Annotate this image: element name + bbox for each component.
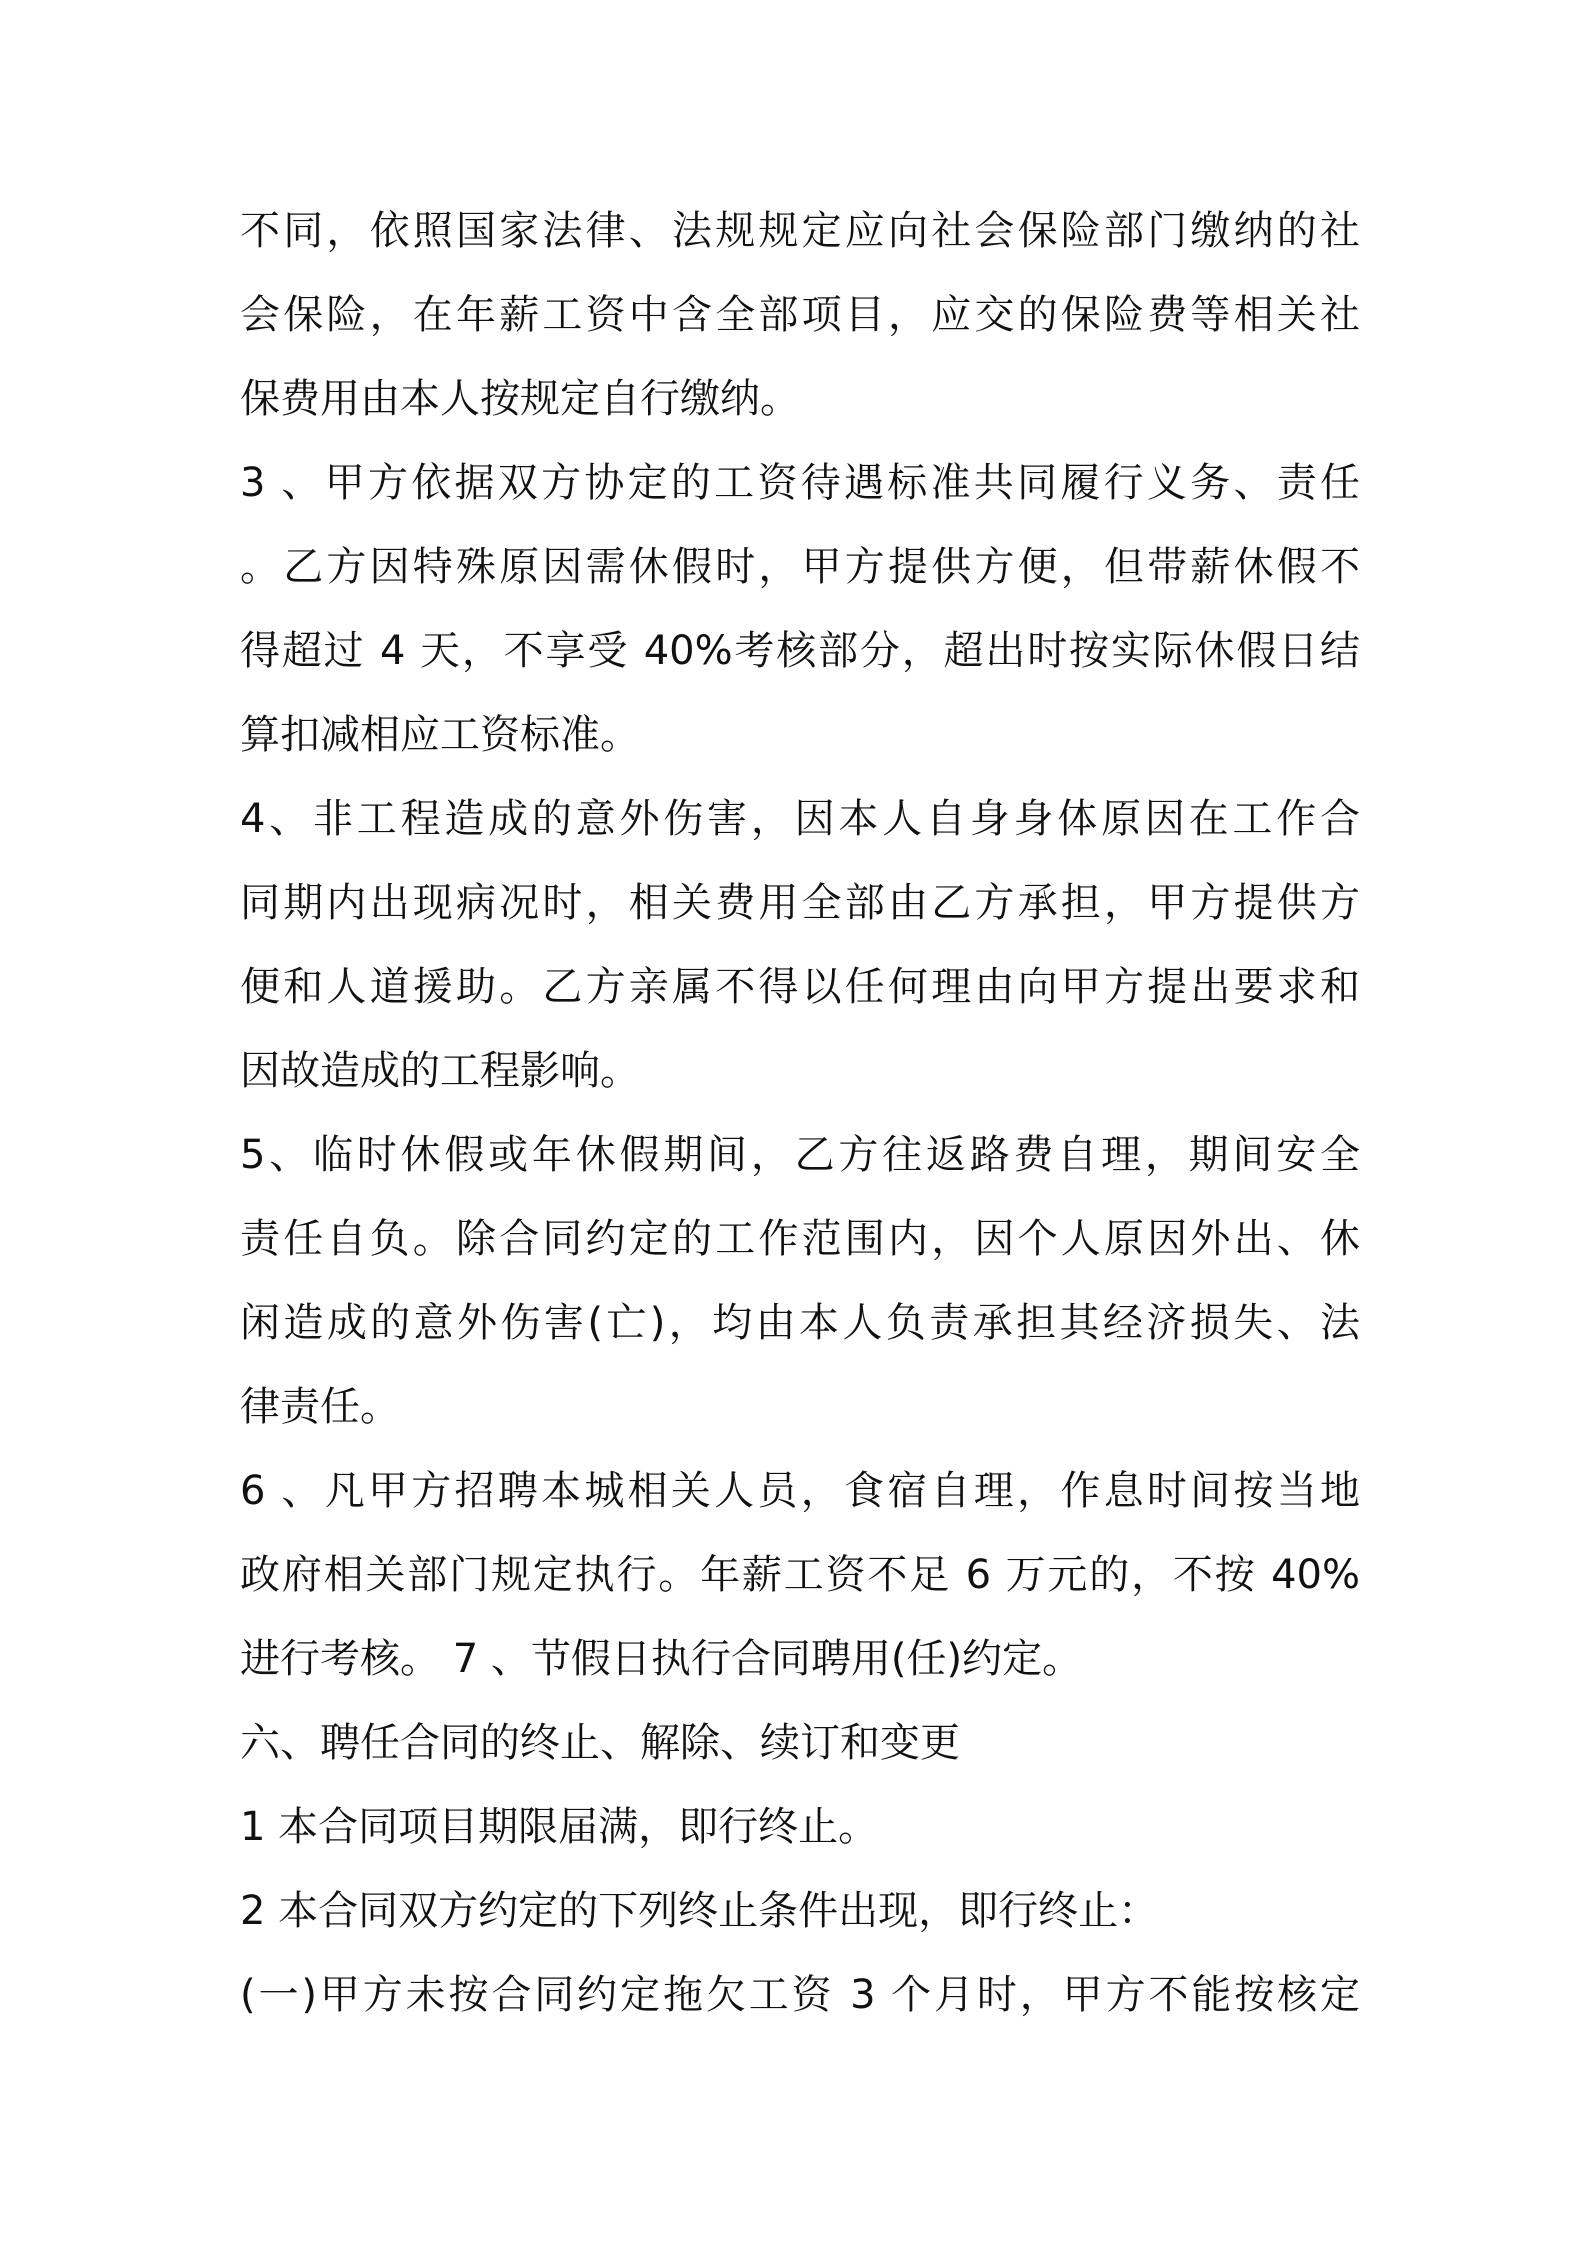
text-line: 会保险，在年薪工资中含全部项目，应交的保险费等相关社	[240, 292, 1360, 338]
text-line: 律责任。	[240, 1384, 400, 1430]
section-heading: 六、聘任合同的终止、解除、续订和变更	[240, 1720, 960, 1766]
text-line: 闲造成的意外伤害(亡)，均由本人负责承担其经济损失、法	[240, 1300, 1360, 1346]
text-line: 政府相关部门规定执行。年薪工资不足 6 万元的，不按 40%	[240, 1552, 1360, 1598]
text-line: 同期内出现病况时，相关费用全部由乙方承担，甲方提供方	[240, 880, 1360, 926]
text-line: 6 、凡甲方招聘本城相关人员，食宿自理，作息时间按当地	[240, 1468, 1360, 1514]
text-line: 5、临时休假或年休假期间，乙方往返路费自理，期间安全	[240, 1132, 1360, 1178]
text-line: 1 本合同项目期限届满，即行终止。	[240, 1804, 879, 1850]
text-line: 保费用由本人按规定自行缴纳。	[240, 376, 800, 422]
text-line: 3 、甲方依据双方协定的工资待遇标准共同履行义务、责任	[240, 460, 1360, 506]
text-line: 进行考核。 7 、节假日执行合同聘用(任)约定。	[240, 1636, 1083, 1682]
text-line: 2 本合同双方约定的下列终止条件出现，即行终止：	[240, 1888, 1159, 1934]
text-line: 因故造成的工程影响。	[240, 1048, 640, 1094]
text-line: 便和人道援助。乙方亲属不得以任何理由向甲方提出要求和	[240, 964, 1360, 1010]
text-line: 责任自负。除合同约定的工作范围内，因个人原因外出、休	[240, 1216, 1360, 1262]
text-line: 4、非工程造成的意外伤害，因本人自身身体原因在工作合	[240, 796, 1360, 842]
text-line: 。乙方因特殊原因需休假时，甲方提供方便，但带薪休假不	[240, 544, 1360, 590]
text-line: 得超过 4 天，不享受 40%考核部分，超出时按实际休假日结	[240, 628, 1360, 674]
text-line: 算扣减相应工资标准。	[240, 712, 640, 758]
text-line: 不同，依照国家法律、法规规定应向社会保险部门缴纳的社	[240, 208, 1360, 254]
text-line: (一)甲方未按合同约定拖欠工资 3 个月时，甲方不能按核定	[240, 1972, 1360, 2018]
